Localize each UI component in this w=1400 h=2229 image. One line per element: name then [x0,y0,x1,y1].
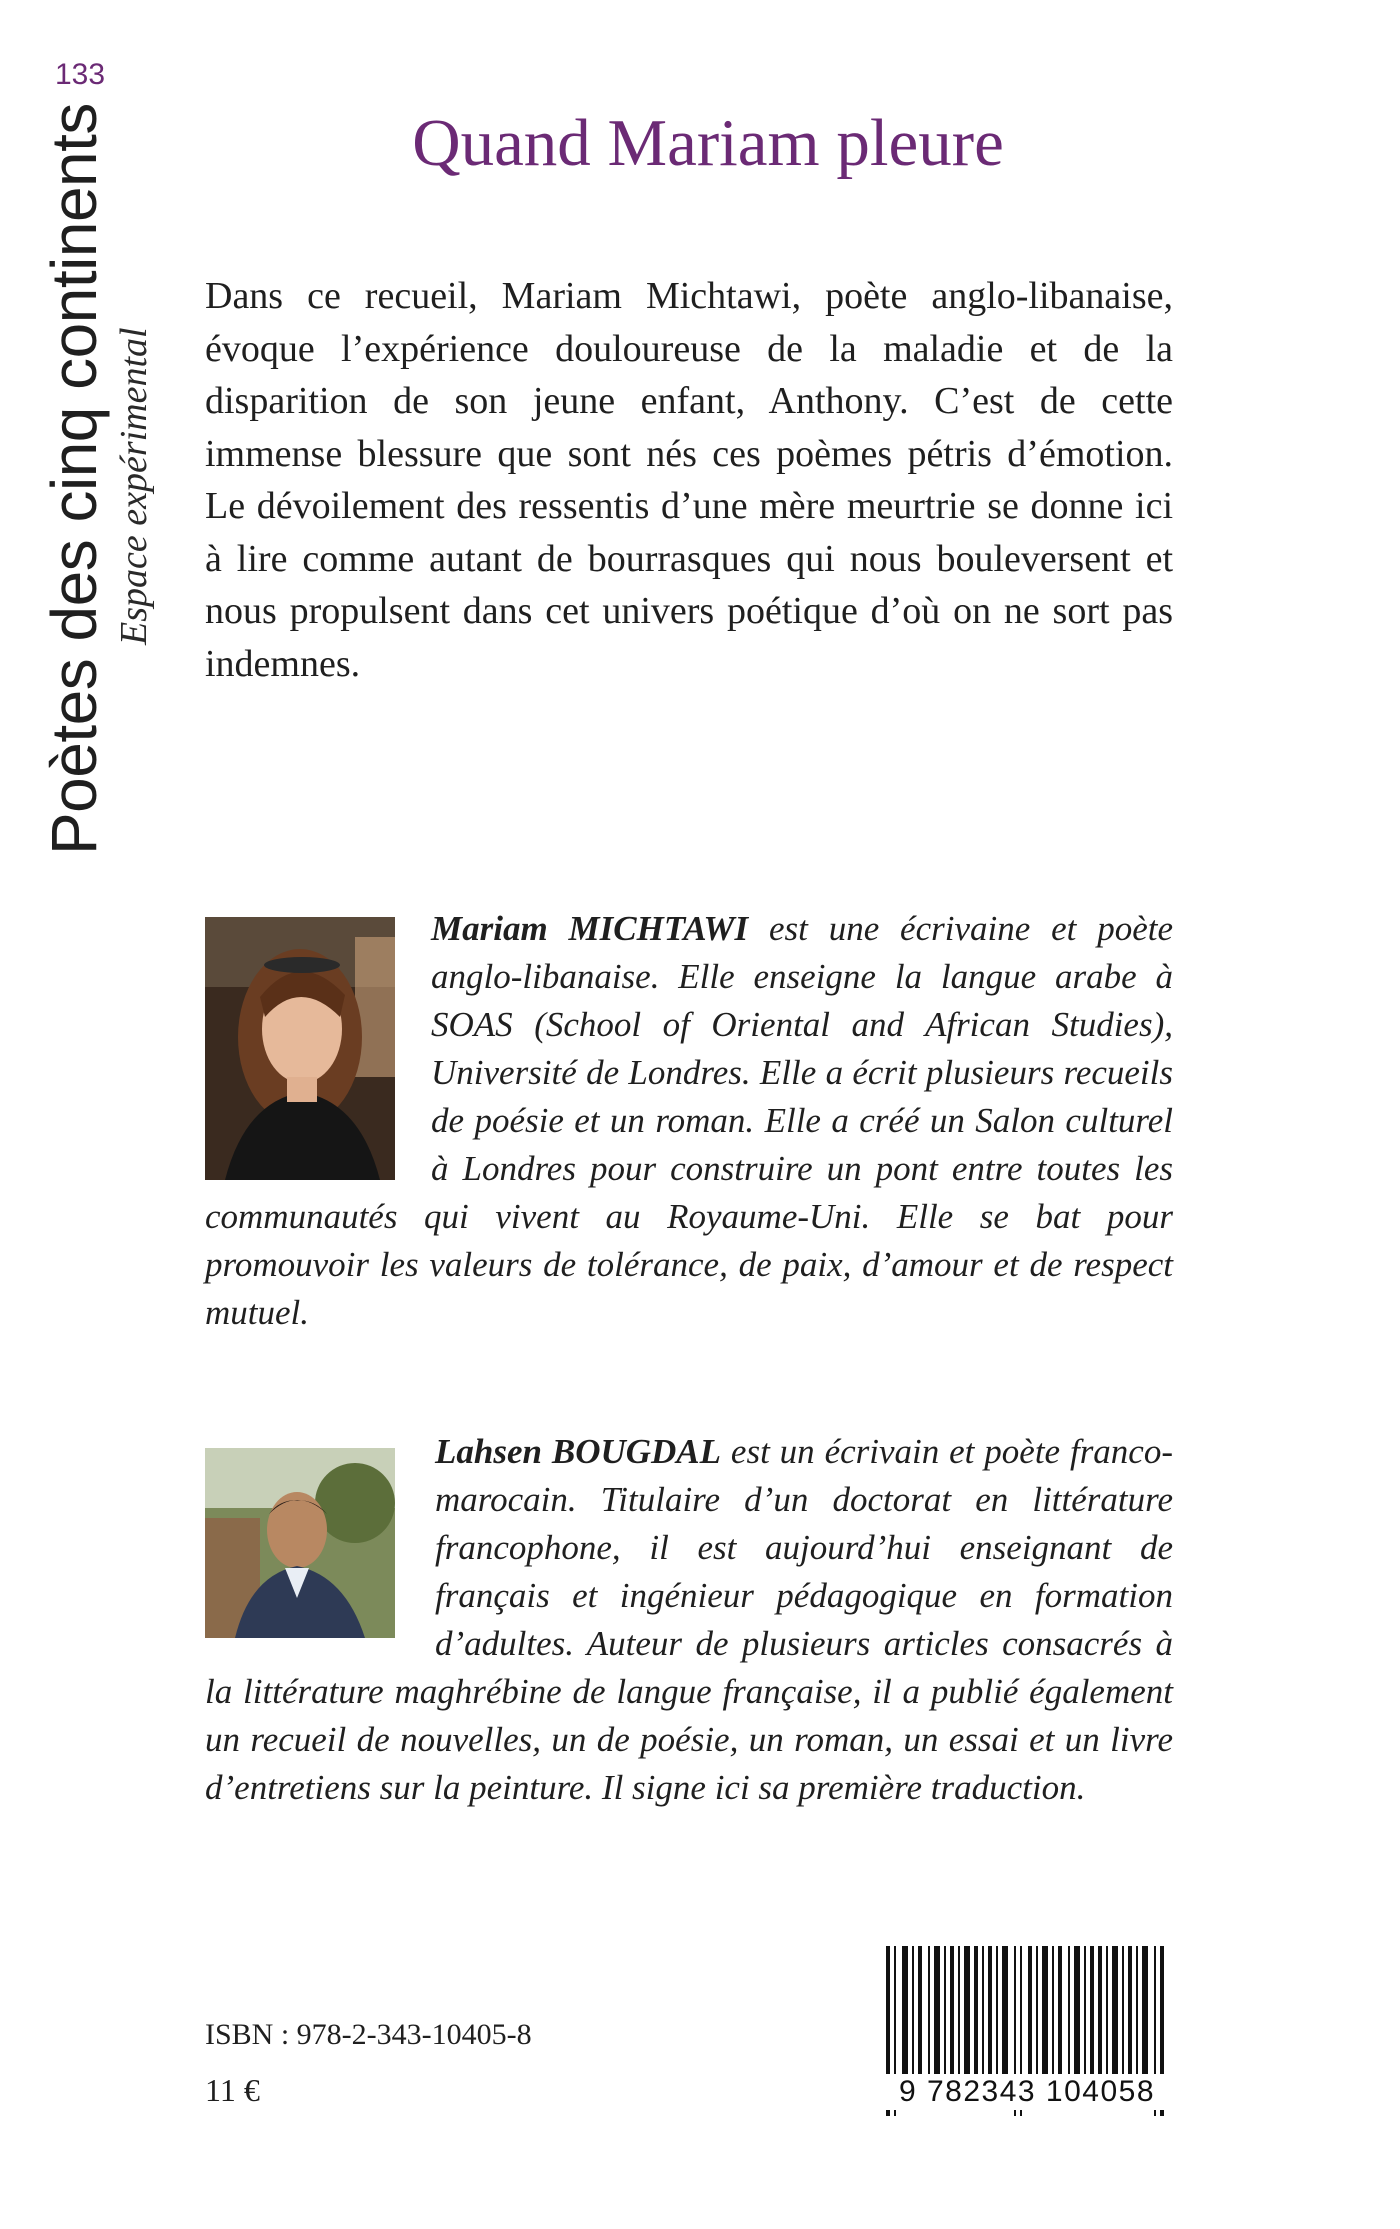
book-summary: Dans ce recueil, Mariam Michtawi, poète anglo-libanaise, évoque l’expérience douloureuse de la maladie et de la disparition de son jeune enfant, Anthony. C’est de cette immense blessure que sont nés ces poèmes pétris d’émotion. Le dévoilement des ressentis d’une mère meurtrie se donne ici à lire comme autant de bourrasques qui nous bouleversent et nous propulsent dans cet univers poétique d’où on ne sort pas indemnes. [205,275,1173,685]
isbn-text: ISBN : 978-2-343-10405-8 [205,2018,532,2051]
series-name: Poètes des cinq continents [38,103,110,855]
author-bio-lahsen-text: est un écrivain et poète franco-marocain. Titulaire d’un doctorat en littérature francophone, il est aujourd’hui enseignant de français et ingénieur pédagogique en formation d’adultes. Auteur de plusieurs articles consacrés à la littérature maghrébine de langue française, il a publié également un recueil de nouvelles, un de poésie, un roman, un essai et un livre d’entretiens sur la peinture. Il signe ici sa première traduction. [205,1432,1174,1807]
series-number: 133 [55,58,106,91]
author-bio-mariam-text: est une écrivaine et poète anglo-libanaise. Elle enseigne la langue arabe à SOAS (School of Oriental and African Studies), Université de Londres. Elle a écrit plusieurs recueils de poésie et un roman. Elle a créé un Salon culturel à Londres pour construire un pont entre toutes les communautés qui vivent au Royaume-Uni. Elle se bat pour promouvoir les valeurs de tolérance, de paix, d’amour et de respect mutuel. [205,909,1173,1332]
barcode-digits: 9 782343 104058 [882,2074,1172,2110]
author-name-mariam: Mariam MICHTAWI [431,909,749,948]
author-photo-mariam [205,917,395,1180]
author-bio-1 [205,905,1173,1337]
book-title: Quand Mariam pleure [412,106,1004,180]
author-name-lahsen: Lahsen BOUGDAL [435,1432,722,1471]
spine-series-block [38,103,170,855]
series-subtitle: Espace expérimental [113,327,155,645]
author-bio-2 [205,1428,1173,1812]
author-photo-lahsen [205,1448,395,1638]
price-text: 11 € [205,2072,260,2108]
